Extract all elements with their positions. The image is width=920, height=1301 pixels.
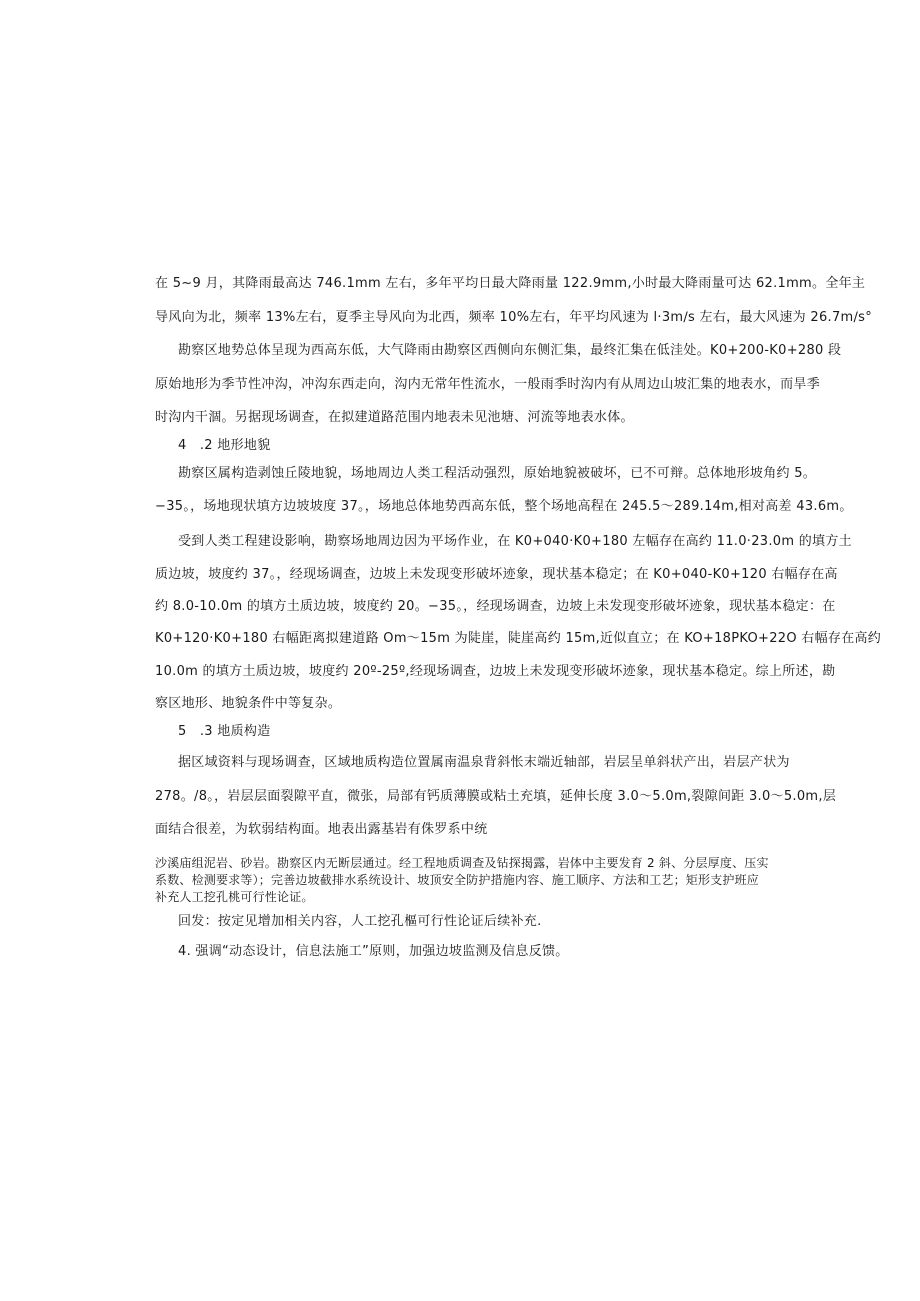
text-line: 据区域资料与现场调查，区域地质构造位置属南温泉背斜怅末端近轴部，岩层呈单斜状产出，岩层产状为	[178, 755, 790, 770]
text-line: 察区地形、地貌条件中等复杂。	[155, 696, 342, 711]
text-line: 沙溪庙组泥岩、砂岩。勘察区内无断层通过。经工程地质调查及钻探揭露，岩体中主要发育 2 斜、分层厚度、压实	[155, 856, 769, 870]
list-item: 4. 强调“动态设计，信息法施工”原则，加强边坡监测及信息反馈。	[178, 944, 569, 959]
text-line: −35。，场地现状填方边坡坡度 37。，场地总体地势西高东低，整个场地高程在 245.5～289.14m,相对高差 43.6m。	[155, 499, 853, 514]
text-line: K0+120·K0+180 右幅距离拟建道路 Om～15m 为陡崖，陡崖高约 15m,近似直立；在 KO+18PKO+22O 右幅存在高约	[155, 631, 882, 646]
text-line: 质边坡，坡度约 37。，经现场调查，边坡上未发现变形破坏迹象，现状基本稳定；在 K0+040-K0+120 右幅存在高	[155, 567, 838, 582]
text-line: 在 5~9 月，其降雨最高达 746.1mm 左右，多年平均日最大降雨量 122.9mm,小时最大降雨量可达 62.1mm。全年主	[155, 276, 866, 291]
text-line: 受到人类工程建设影响，勘察场地周边因为平场作业，在 K0+040·K0+180 左幅存在高约 11.0·23.0m 的填方土	[178, 534, 852, 549]
section-heading: 4 .2 地形地貌	[178, 438, 271, 453]
text-line: 导风向为北，频率 13%左右，夏季主导风向为北西，频率 10%左右，年平均风速为 l·3m∕s 左右，最大风速为 26.7m∕s°	[155, 310, 873, 325]
text-line: 系数、检测要求等）；完善边坡截排水系统设计、坡顶安全防护措施内容、施工顺序、方法和工艺；矩形支护班应	[155, 873, 760, 887]
reply-line: 回发：按定见增加相关内容，人工挖孔樞可行性论证后续补充.	[178, 914, 542, 929]
text-line: 补充人工挖孔桃可行性论证。	[155, 890, 314, 904]
text-line: 时沟内干涸。另据现场调查，在拟建道路范围内地表未见池塘、河流等地表水体。	[155, 410, 634, 425]
section-heading: 5 .3 地质构造	[178, 724, 271, 739]
text-line: 面结合很差，为软弱结构面。地表出露基岩有侏罗系中统	[155, 822, 488, 837]
text-line: 原始地形为季节性冲沟，冲沟东西走向，沟内无常年性流水，一般雨季时沟内有从周边山坡汇集的地表水，而旱季	[155, 377, 821, 392]
text-line: 278。/8。，岩层层面裂隙平直，微张，局部有钙质薄膜或粘土充填，延伸长度 3.0～5.0m,裂隙间距 3.0～5.0m,层	[155, 789, 837, 804]
text-line: 约 8.0-10.0m 的填方土质边坡，坡度约 20。−35。，经现场调查，边坡上未发现变形破坏迹象，现状基本稳定：在	[155, 599, 836, 614]
text-line: 勘察区地势总体呈现为西高东低，大气降雨由勘察区西侧向东侧汇集，最终汇集在低洼处。K0+200-K0+280 段	[178, 343, 842, 358]
text-line: 10.0m 的填方土质边坡，坡度约 20º-25º,经现场调查，边坡上未发现变形破坏迹象，现状基本稳定。综上所述，勘	[155, 664, 836, 679]
text-line: 勘察区属构造剥蚀丘陵地貌，场地周边人类工程活动强烈，原始地貌被破坏，已不可辩。总体地形坡角约 5。	[178, 466, 817, 481]
